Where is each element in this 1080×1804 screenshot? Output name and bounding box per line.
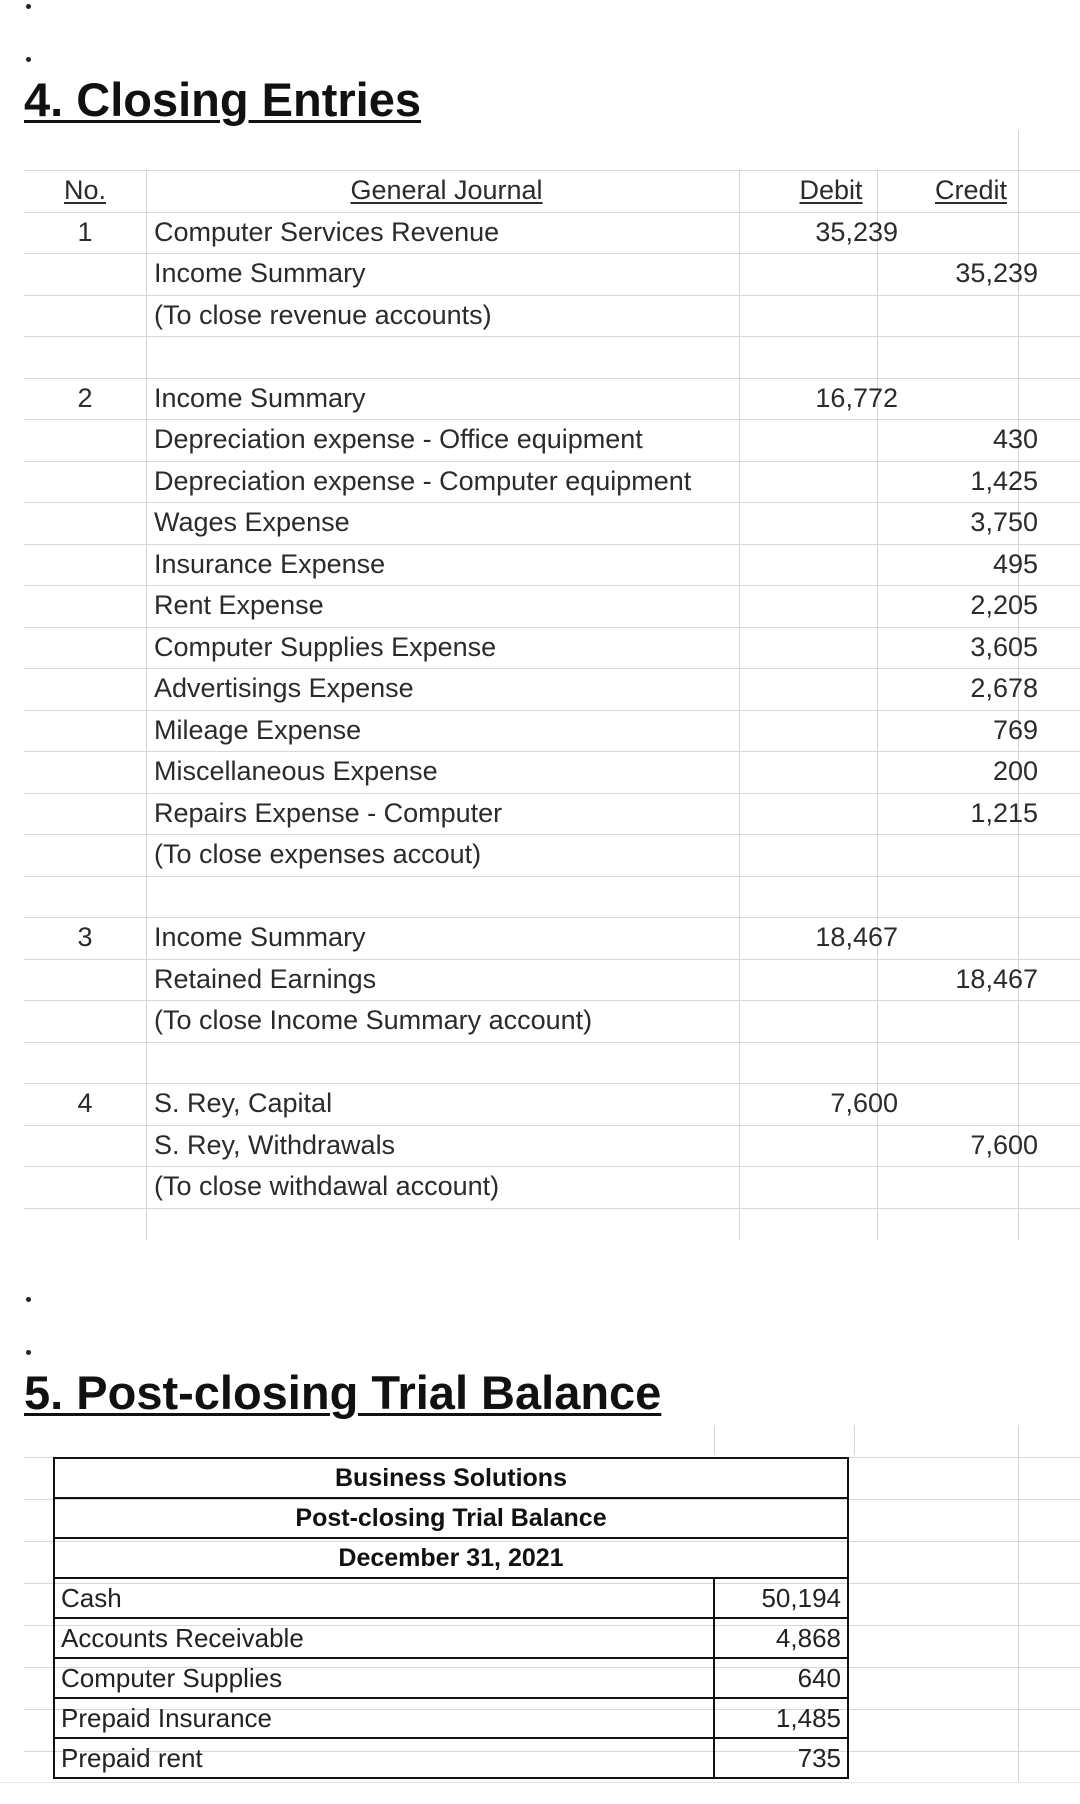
spacer-cell [431,1618,714,1658]
debit-amount [764,1166,898,1208]
credit-amount [904,917,1038,959]
account-name: Mileage Expense [154,714,362,745]
credit-amount [904,1042,1038,1084]
credit-amount: 18,467 [955,963,1038,994]
spacer-cell [431,1658,714,1698]
credit-amount [904,1083,1038,1125]
journal-row [24,751,1058,793]
credit-amount [904,834,1038,876]
credit-amount: 35,239 [955,258,1038,288]
journal-row [24,917,1058,959]
journal-row [24,959,1058,1001]
account-name [154,336,754,378]
account-name: Accounts Receivable [54,1618,431,1658]
debit-amount: 1,485 [714,1698,848,1738]
debit-amount: 50,194 [714,1578,848,1618]
debit-amount [764,834,898,876]
entry-number [24,461,146,503]
company-name: Business Solutions [54,1458,848,1498]
account-name: Cash [54,1578,431,1618]
account-name [154,1042,754,1084]
journal-row [24,585,1058,627]
account-name: Computer Supplies Expense [154,631,497,662]
post-closing-heading: 5. Post-closing Trial Balance [24,1366,662,1419]
closing-entries-journal [24,170,1058,1208]
journal-body [24,212,1058,1208]
entry-number: 2 [77,382,93,413]
debit-amount: 18,467 [815,922,898,952]
journal-row [24,544,1058,586]
credit-amount [904,1166,1038,1208]
account-name: Computer Services Revenue [154,216,500,247]
debit-amount [764,336,898,378]
account-name: Depreciation expense - Computer equipment [154,465,692,496]
entry-number [24,253,146,295]
journal-row [24,502,1058,544]
debit-amount: 16,772 [815,382,898,413]
journal-row [24,668,1058,710]
trial-balance-row [54,1578,992,1618]
account-name: (To close withdawal account) [154,1171,500,1201]
debit-amount [764,502,898,544]
debit-amount [764,253,898,295]
journal-row [24,461,1058,503]
debit-amount [764,585,898,627]
bullet [26,1297,31,1302]
general-journal-header: General Journal [350,175,543,205]
debit-amount [764,668,898,710]
post-closing-trial-balance [53,1457,993,1779]
entry-number [24,1125,146,1167]
account-name: Miscellaneous Expense [154,756,438,786]
entry-number [24,876,146,918]
credit-amount [904,876,1038,918]
debit-amount: 35,239 [815,216,898,247]
journal-row [24,295,1058,337]
entry-number [24,1042,146,1084]
entry-number: 4 [77,1088,93,1118]
debit-amount [764,544,898,586]
account-name [154,876,754,918]
debit-amount [764,461,898,503]
trial-balance-row [54,1738,992,1778]
credit-header: Credit [934,175,1008,205]
account-name: Prepaid rent [54,1738,431,1778]
credit-amount: 200 [992,756,1038,786]
credit-amount: 1,215 [970,797,1038,828]
journal-row [24,876,1058,918]
spacer-cell [431,1738,714,1778]
bullet [26,57,31,62]
account-name: Depreciation expense - Office equipment [154,424,643,454]
journal-row [24,1042,1058,1084]
debit-amount [764,627,898,669]
credit-amount: 3,605 [970,631,1038,662]
debit-amount [764,1000,898,1042]
debit-amount: 735 [714,1738,848,1778]
entry-number [24,793,146,835]
account-name: Repairs Expense - Computer [154,797,503,828]
account-name: Prepaid Insurance [54,1698,431,1738]
spacer-cell [431,1698,714,1738]
debit-amount [764,793,898,835]
credit-amount: 495 [992,548,1038,579]
journal-row [24,253,1058,295]
credit-amount [904,378,1038,420]
credit-amount: 2,678 [970,673,1038,703]
debit-amount [764,419,898,461]
debit-amount [764,1042,898,1084]
journal-row [24,1125,1058,1167]
entry-number [24,336,146,378]
credit-amount [904,212,1038,254]
debit-amount [764,295,898,337]
debit-amount [764,751,898,793]
entry-number [24,959,146,1001]
journal-row [24,834,1058,876]
title-row [54,1498,992,1538]
account-name: Insurance Expense [154,548,386,579]
entry-number [24,627,146,669]
credit-amount: 2,205 [970,590,1038,620]
trial-balance-row [54,1618,992,1658]
bullet [26,4,31,9]
bullet [26,1350,31,1355]
report-date: December 31, 2021 [54,1538,848,1578]
credit-amount [904,336,1038,378]
trial-balance-row [54,1658,992,1698]
credit-amount [904,1000,1038,1042]
account-name: Wages Expense [154,507,350,537]
account-name: Income Summary [154,922,366,952]
journal-row [24,336,1058,378]
entry-number [24,585,146,627]
entry-number [24,1166,146,1208]
entry-number [24,1000,146,1042]
credit-amount: 1,425 [970,465,1038,496]
credit-amount: 7,600 [970,1129,1038,1160]
journal-header-row [24,170,1058,212]
credit-amount [904,295,1038,337]
account-name: (To close expenses accout) [154,839,482,869]
journal-row [24,212,1058,254]
no-header: No. [63,175,107,205]
entry-number [24,502,146,544]
credit-amount: 769 [992,714,1038,745]
spacer-cell [431,1578,714,1618]
report-name: Post-closing Trial Balance [54,1498,848,1538]
debit-amount [764,876,898,918]
account-name: Income Summary [154,382,366,413]
debit-amount [764,1125,898,1167]
entry-number [24,419,146,461]
journal-row [24,1000,1058,1042]
journal-row [24,627,1058,669]
journal-row [24,1083,1058,1125]
entry-number: 1 [77,216,93,247]
journal-row [24,710,1058,752]
account-name: (To close revenue accounts) [154,299,492,330]
journal-row [24,419,1058,461]
journal-row [24,793,1058,835]
account-name: Rent Expense [154,590,324,620]
entry-number: 3 [77,922,93,952]
entry-number [24,668,146,710]
entry-number [24,751,146,793]
closing-entries-heading: 4. Closing Entries [24,73,421,126]
credit-amount: 3,750 [970,507,1038,537]
debit-amount: 7,600 [830,1088,898,1118]
account-name: Retained Earnings [154,963,377,994]
entry-number [24,710,146,752]
entry-number [24,834,146,876]
credit-amount: 430 [992,424,1038,454]
account-name: S. Rey, Capital [154,1088,333,1118]
page-bottom [0,1782,1080,1804]
journal-row [24,378,1058,420]
journal-row [24,1166,1058,1208]
debit-amount: 640 [714,1658,848,1698]
title-row [54,1538,992,1578]
debit-header: Debit [799,175,863,205]
account-name: Advertisings Expense [154,673,414,703]
entry-number [24,295,146,337]
entry-number [24,544,146,586]
account-name: Income Summary [154,258,366,288]
trial-balance-row [54,1698,992,1738]
account-name: (To close Income Summary account) [154,1005,593,1035]
debit-amount [764,959,898,1001]
title-row [54,1458,992,1498]
account-name: Computer Supplies [54,1658,431,1698]
account-name: S. Rey, Withdrawals [154,1129,396,1160]
debit-amount: 4,868 [714,1618,848,1658]
debit-amount [764,710,898,752]
